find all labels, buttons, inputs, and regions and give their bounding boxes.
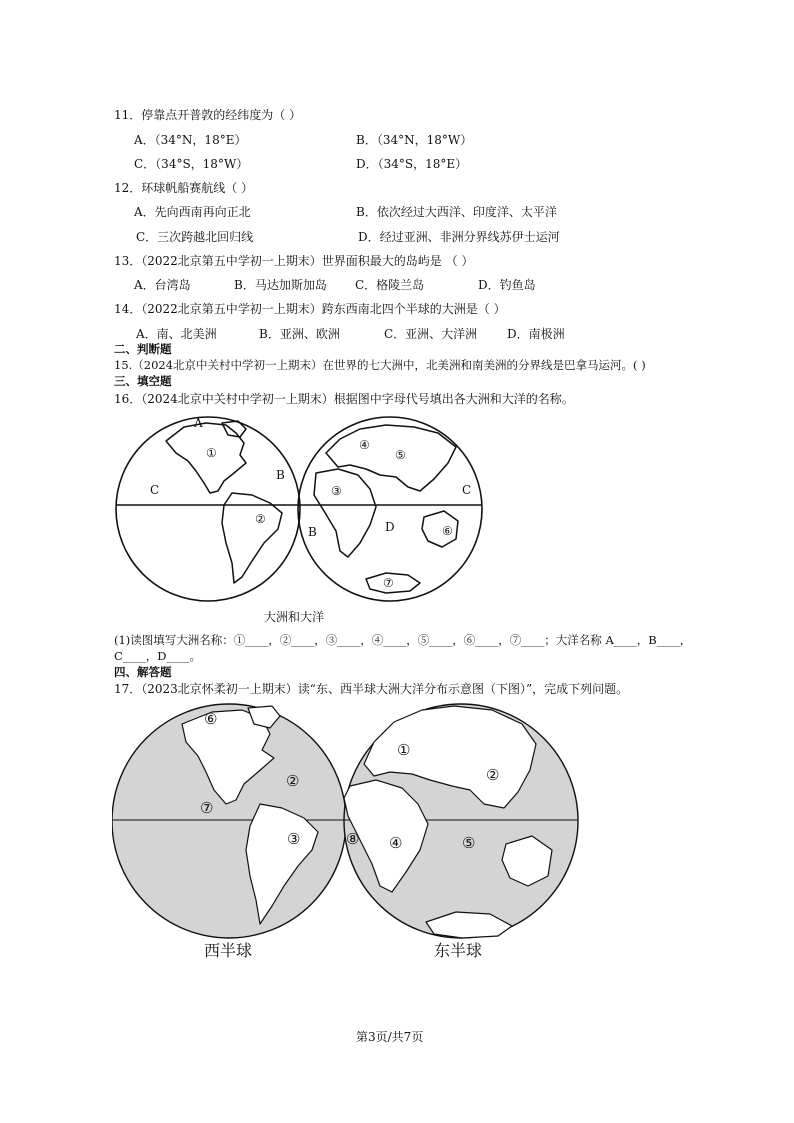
section-judgment-heading: 二、判断题: [114, 342, 172, 356]
q12-option-c: C．三次跨越北回归线: [136, 230, 254, 244]
continents-oceans-map: [114, 413, 494, 613]
q13-option-a: A．台湾岛: [134, 278, 191, 292]
hemispheres-map: [112, 700, 592, 970]
q16-fill-line-1: (1)读图填写大洲名称：①____，②____，③____，④____，⑤____，⑥____，⑦____；大洋名称 A____，B____，: [114, 633, 692, 647]
west-hemisphere-caption: 西半球: [204, 941, 253, 960]
q12-option-d: D．经过亚洲、非洲分界线苏伊士运河: [358, 230, 560, 244]
q11-option-a: A．（34°N，18°E）: [134, 133, 247, 147]
east-label-1: ①: [397, 741, 411, 759]
east-label-5: ⑤: [462, 834, 476, 852]
q12-stem: 12．环球帆船赛航线（ ）: [114, 181, 254, 195]
west-label-6: ⑥: [204, 710, 218, 728]
western-hemisphere-circle: [116, 417, 300, 601]
east-label-4: ④: [389, 834, 403, 852]
west-label-3: ③: [287, 830, 301, 848]
label-A: A: [194, 416, 203, 430]
label-3: ③: [331, 484, 342, 498]
east-label-2: ②: [486, 766, 500, 784]
south-america-outline: [222, 493, 282, 583]
label-5: ⑤: [395, 448, 406, 462]
q13-option-d: D．钓鱼岛: [478, 278, 536, 292]
east-hemisphere-caption: 东半球: [434, 941, 483, 960]
q14-option-b: B．亚洲、欧洲: [259, 327, 340, 341]
q13-option-b: B．马达加斯加岛: [234, 278, 327, 292]
label-7: ⑦: [383, 576, 394, 590]
label-6: ⑥: [442, 524, 453, 538]
q11-option-d: D．（34°S，18°E）: [356, 157, 468, 171]
label-C-east: C: [462, 483, 472, 497]
q12-option-a: A．先向西南再向正北: [134, 205, 251, 219]
q15-text: 15.（2024北京中关村中学初一上期末）在世界的七大洲中，北美洲和南美洲的分界线是巴拿马运河。( ): [114, 358, 646, 372]
q13-option-c: C．格陵兰岛: [355, 278, 425, 292]
q16-fill-line-2: C____，D____。: [114, 649, 202, 663]
q14-option-c: C．亚洲、大洋洲: [384, 327, 478, 341]
label-2: ②: [255, 512, 266, 526]
eurasia-outline: [326, 425, 456, 491]
west-label-7: ⑦: [200, 799, 214, 817]
label-4: ④: [359, 438, 370, 452]
q14-option-a: A．南、北美洲: [136, 327, 217, 341]
q13-stem: 13．（2022北京第五中学初一上期末）世界面积最大的岛屿是 （ ）: [114, 254, 474, 268]
q12-option-b: B．依次经过大西洋、印度洋、太平洋: [356, 205, 557, 219]
q14-option-d: D．南极洲: [507, 327, 565, 341]
west-label-2: ②: [286, 772, 300, 790]
q17-text: 17．（2023北京怀柔初一上期末）读“东、西半球大洲大洋分布示意图（下图）”，完成下列问题。: [114, 682, 629, 696]
page-footer: 第3页/共7页: [356, 1030, 424, 1044]
africa-outline: [314, 469, 376, 557]
q14-stem: 14．（2022北京第五中学初一上期末）跨东西南北四个半球的大洲是（ ）: [114, 302, 506, 316]
map1-caption: 大洲和大洋: [264, 610, 325, 624]
label-B-east: B: [308, 525, 317, 539]
section-fill-heading: 三、填空题: [114, 374, 172, 388]
label-D: D: [385, 520, 395, 534]
east-label-8: ⑧: [346, 830, 360, 848]
label-1: ①: [206, 446, 217, 460]
q11-option-b: B．（34°N，18°W）: [356, 133, 473, 147]
q11-stem: 11．停靠点开普敦的经纬度为（ ）: [114, 108, 302, 122]
q16-text: 16．（2024北京中关村中学初一上期末）根据图中字母代号填出各大洲和大洋的名称。: [114, 392, 574, 406]
label-B-west: B: [276, 468, 285, 482]
q11-option-c: C．（34°S，18°W）: [134, 157, 249, 171]
section-answer-heading: 四、解答题: [114, 665, 172, 679]
label-C-west: C: [150, 483, 160, 497]
